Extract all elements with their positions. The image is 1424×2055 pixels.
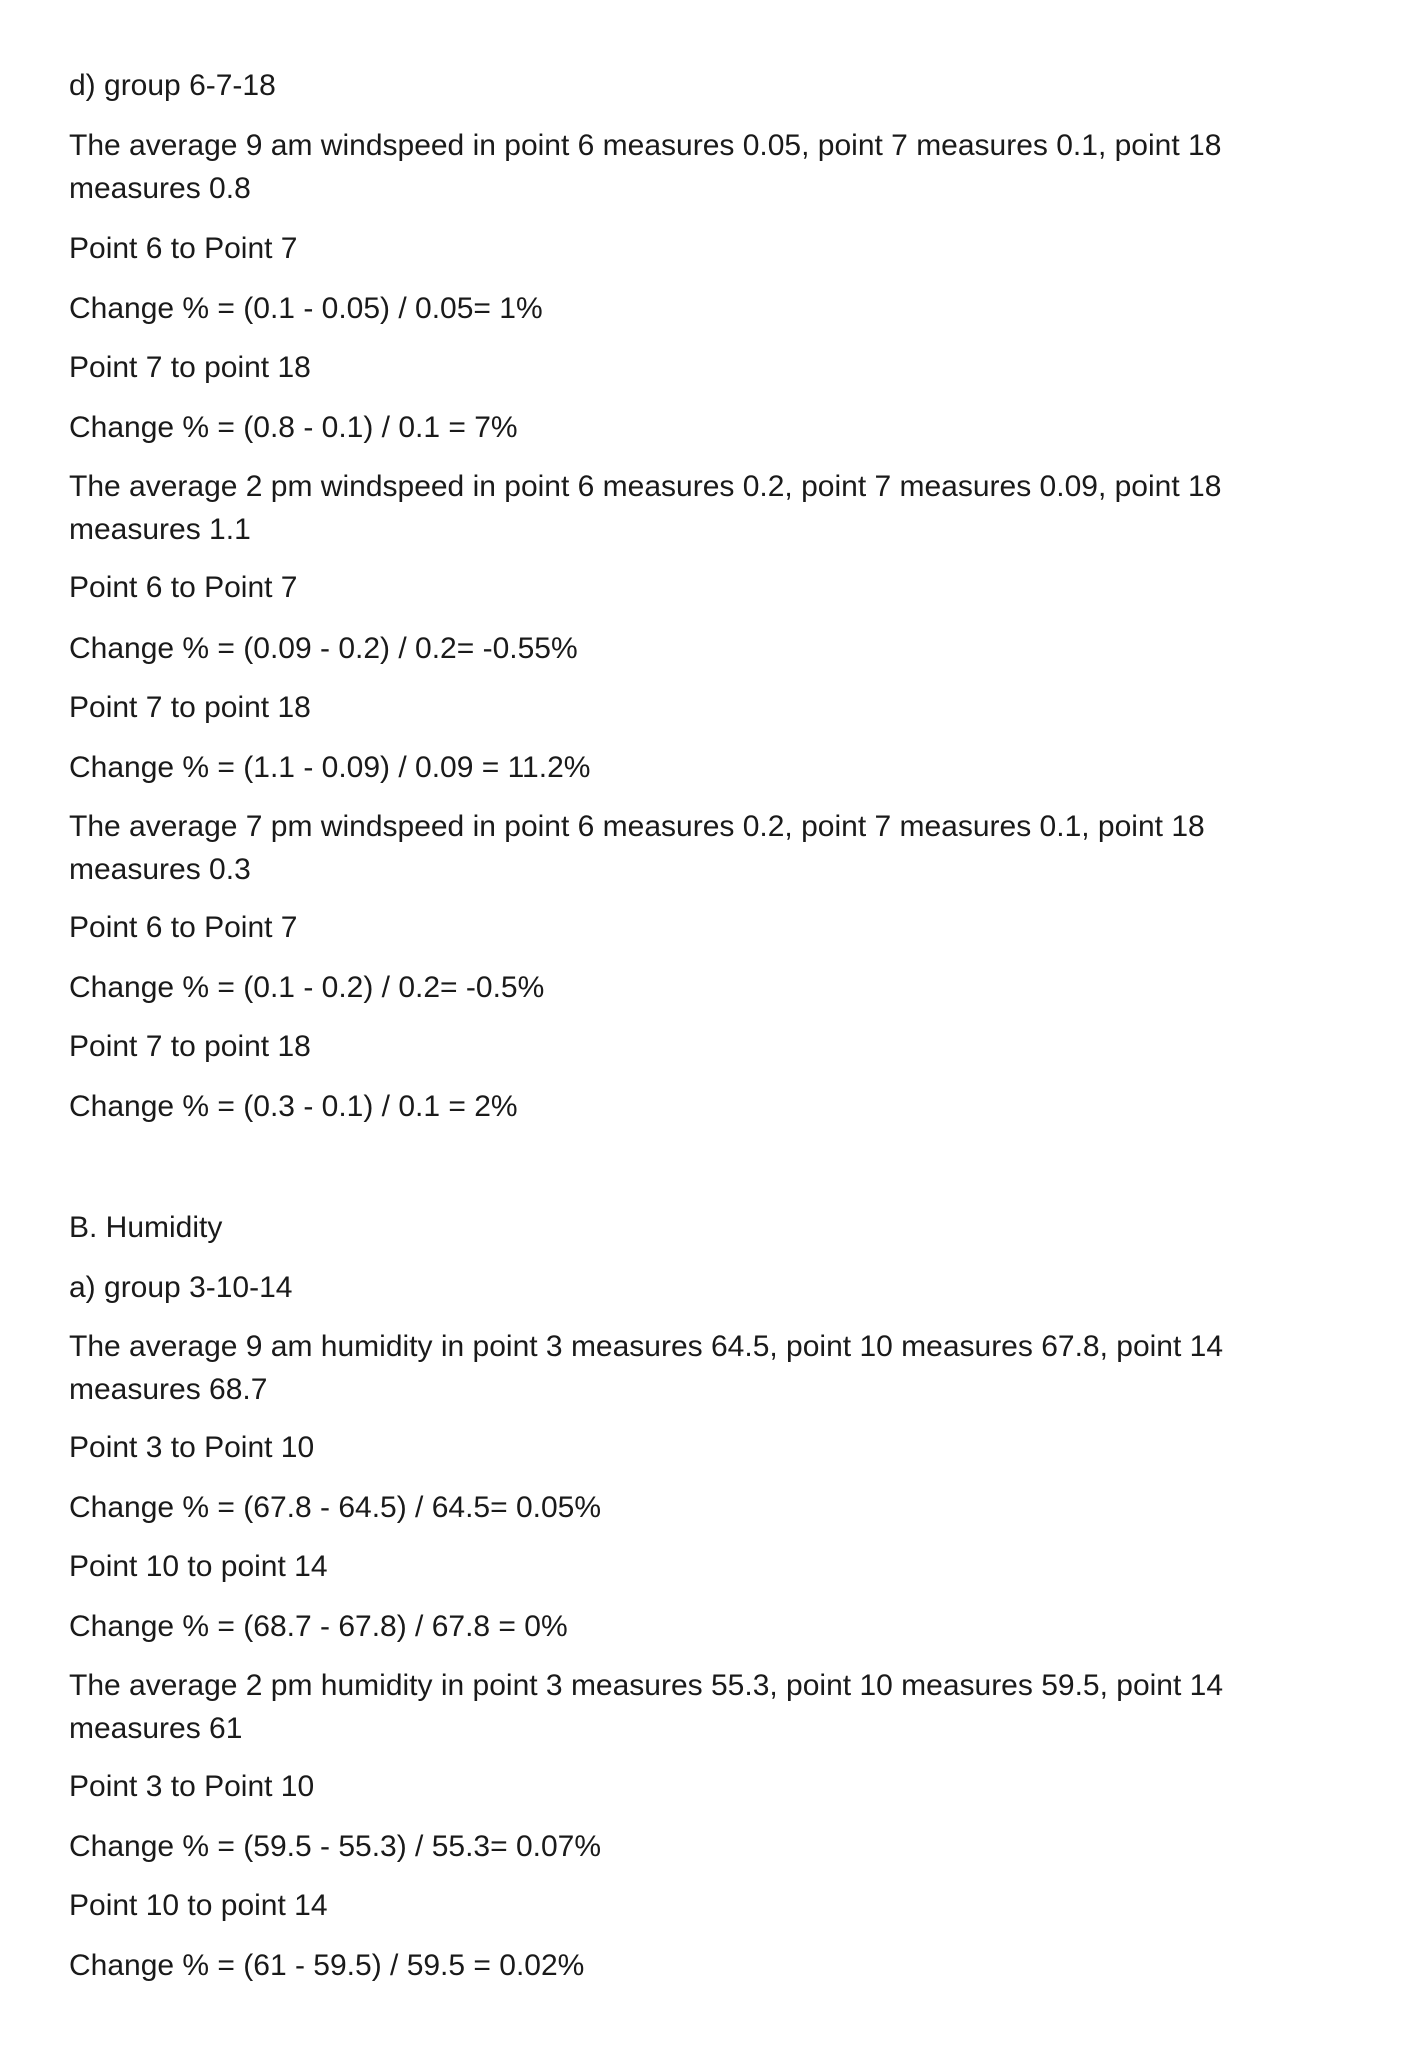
calculation-line: Change % = (61 - 59.5) / 59.5 = 0.02% xyxy=(69,1949,585,1982)
calculation-line: Change % = (0.3 - 0.1) / 0.1 = 2% xyxy=(69,1090,518,1123)
calculation-line: Change % = (59.5 - 55.3) / 55.3= 0.07% xyxy=(69,1830,602,1863)
calculation-line: Change % = (67.8 - 64.5) / 64.5= 0.05% xyxy=(69,1491,602,1524)
label-point-3-to-10: Point 3 to Point 10 xyxy=(69,1770,315,1803)
label-point-7-to-18: Point 7 to point 18 xyxy=(69,351,311,384)
calculation-line: Change % = (0.09 - 0.2) / 0.2= -0.55% xyxy=(69,632,578,665)
label-point-7-to-18: Point 7 to point 18 xyxy=(69,1030,311,1063)
label-point-7-to-18: Point 7 to point 18 xyxy=(69,691,311,724)
section-heading-humidity: B. Humidity xyxy=(69,1211,223,1244)
label-point-6-to-7: Point 6 to Point 7 xyxy=(69,911,298,944)
paragraph-9am-windspeed: The average 9 am windspeed in point 6 measures 0.05, point 7 measures 0.1, point 18 measures 0.8 xyxy=(69,129,1222,205)
heading-group-3-10-14: a) group 3-10-14 xyxy=(69,1271,293,1304)
calculation-line: Change % = (1.1 - 0.09) / 0.09 = 11.2% xyxy=(69,751,591,784)
paragraph-2pm-humidity: The average 2 pm humidity in point 3 measures 55.3, point 10 measures 59.5, point 14 measures 61 xyxy=(69,1669,1224,1745)
paragraph-7pm-windspeed: The average 7 pm windspeed in point 6 measures 0.2, point 7 measures 0.1, point 18 measures 0.3 xyxy=(69,810,1205,886)
paragraph-9am-humidity: The average 9 am humidity in point 3 measures 64.5, point 10 measures 67.8, point 14 measures 68.7 xyxy=(69,1330,1224,1406)
calculation-line: Change % = (0.1 - 0.2) / 0.2= -0.5% xyxy=(69,971,545,1004)
label-point-3-to-10: Point 3 to Point 10 xyxy=(69,1431,315,1464)
heading-group-6-7-18: d) group 6-7-18 xyxy=(69,69,276,102)
calculation-line: Change % = (0.1 - 0.05) / 0.05= 1% xyxy=(69,292,543,325)
calculation-line: Change % = (68.7 - 67.8) / 67.8 = 0% xyxy=(69,1610,568,1643)
label-point-10-to-14: Point 10 to point 14 xyxy=(69,1550,328,1583)
label-point-6-to-7: Point 6 to Point 7 xyxy=(69,232,298,265)
calculation-line: Change % = (0.8 - 0.1) / 0.1 = 7% xyxy=(69,411,518,444)
label-point-10-to-14: Point 10 to point 14 xyxy=(69,1889,328,1922)
label-point-6-to-7: Point 6 to Point 7 xyxy=(69,571,298,604)
paragraph-2pm-windspeed: The average 2 pm windspeed in point 6 measures 0.2, point 7 measures 0.09, point 18 measures 1.1 xyxy=(69,470,1222,546)
